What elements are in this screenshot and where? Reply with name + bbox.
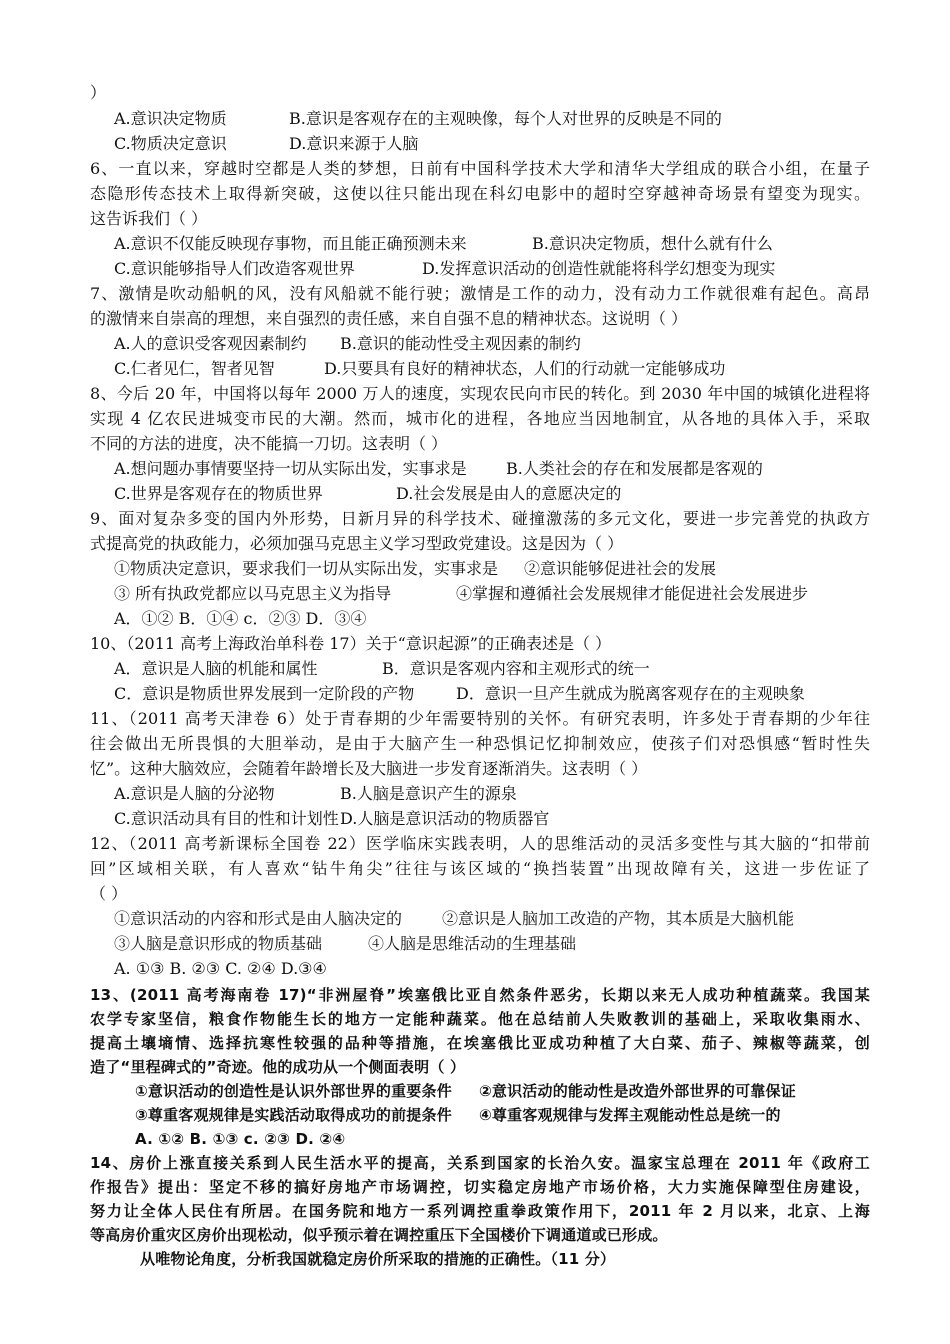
- statement-1: ①物质决定意识，要求我们一切从实际出发，实事求是: [114, 559, 499, 578]
- question-line: 这告诉我们（ ）: [90, 209, 208, 228]
- line: ）: [90, 83, 107, 102]
- option-row: [114, 358, 894, 380]
- statement-3: ③尊重客观规律是实践活动取得成功的前提条件: [135, 1106, 452, 1124]
- option-row: [114, 908, 894, 930]
- statement-2: ②意识是人脑加工改造的产物，其本质是大脑机能: [442, 909, 795, 928]
- option-row: [114, 783, 894, 805]
- question-line: 14、房价上涨直接关系到人民生活水平的提高，关系到国家的长治久安。温家宝总理在 2011 年《政府工: [90, 1154, 870, 1172]
- option-d: D.发挥意识活动的创造性就能将科学幻想变为现实: [422, 259, 776, 278]
- question-line: 态隐形传态技术上取得新突破，这使以往只能出现在科幻电影中的超时空穿越神奇场景有望变为现实。: [90, 184, 870, 203]
- option-c: C．意识是物质世界发展到一定阶段的产物: [114, 684, 415, 703]
- option-d: D.只要具有良好的精神状态，人们的行动就一定能够成功: [324, 359, 726, 378]
- question-line: 忆”。这种大脑效应，会随着年龄增长及大脑进一步发育逐渐消失。这表明（ ）: [90, 759, 648, 778]
- question-line: 9、面对复杂多变的国内外形势，日新月异的科学技术、碰撞激荡的多元文化，要进一步完善党的执政方: [90, 509, 870, 528]
- option-row: [114, 558, 894, 580]
- option-a: A.意识是人脑的分泌物: [114, 784, 275, 803]
- option-c: C.意识活动具有目的性和计划性: [114, 809, 339, 828]
- option-row: [114, 808, 894, 830]
- option-d: D.意识来源于人脑: [289, 134, 419, 153]
- statement-3: ③ 所有执政党都应以马克思主义为指导: [114, 584, 392, 603]
- question-line: 6、一直以来，穿越时空都是人类的梦想，日前有中国科学技术大学和清华大学组成的联合小组，在量子: [90, 159, 870, 178]
- question-line: 作报告》提出：坚定不移的搞好房地产市场调控，切实稳定房地产市场价格，大力实施保障型住房建设，: [90, 1178, 870, 1196]
- option-row: [114, 583, 894, 605]
- statement-4: ④尊重客观规律与发挥主观能动性总是统一的: [479, 1106, 781, 1124]
- option-row: [135, 1104, 915, 1126]
- question-line: 式提高党的执政能力，必须加强马克思主义学习型政党建设。这是因为（ ）: [90, 534, 624, 553]
- question-line: 11、（2011 高考天津卷 6）处于青春期的少年需要特别的关怀。有研究表明，许多处于青春期的少年往: [90, 709, 870, 728]
- option-row: [114, 333, 894, 355]
- option-a: A.意识不仅能反映现存事物，而且能正确预测未来: [114, 234, 467, 253]
- statement-1: ①意识活动的创造性是认识外部世界的重要条件: [135, 1082, 452, 1100]
- option-b: B.意识的能动性受主观因素的制约: [340, 334, 581, 353]
- statement-3: ③人脑是意识形成的物质基础: [114, 934, 323, 953]
- question-line: 造了“里程碑式的”奇迹。他的成功从一个侧面表明（ ）: [90, 1058, 466, 1076]
- question-line: 实现 4 亿农民进城变市民的大潮。然而，城市化的进程，各地应当因地制宜，从各地的具体入手，采取: [90, 409, 870, 428]
- option-row: [114, 108, 894, 130]
- question-line: 的激情来自崇高的理想，来自强烈的责任感，来自自强不息的精神状态。这说明（ ）: [90, 309, 688, 328]
- option-row: [114, 483, 894, 505]
- question-line: 从唯物论角度，分析我国就稳定房价所采取的措施的正确性。（11 分）: [140, 1250, 616, 1268]
- option-c: C.意识能够指导人们改造客观世界: [114, 259, 355, 278]
- option-row: [114, 658, 894, 680]
- option-d: D．意识一旦产生就成为脱离客观存在的主观映象: [456, 684, 805, 703]
- option-c: C.世界是客观存在的物质世界: [114, 484, 323, 503]
- question-line: 12、（2011 高考新课标全国卷 22）医学临床实践表明，人的思维活动的灵活多变性与其大脑的“扣带前: [90, 834, 870, 853]
- statement-4: ④人脑是思维活动的生理基础: [368, 934, 577, 953]
- question-line: 不同的方法的进度，决不能搞一刀切。这表明（ ）: [90, 434, 448, 453]
- answer-choices: A．①② B．①④ c．②③ D．③④: [114, 609, 367, 628]
- option-a: A．意识是人脑的机能和属性: [114, 659, 318, 678]
- option-b: B.意识是客观存在的主观映像，每个人对世界的反映是不同的: [289, 109, 722, 128]
- option-row: [135, 1080, 915, 1102]
- question-line: 提高土壤墒情、选择抗寒性较强的品种等措施，在埃塞俄比亚成功种植了大白菜、茄子、辣椒等蔬菜，创: [90, 1034, 870, 1052]
- question-line: 8、今后 20 年，中国将以每年 2000 万人的速度，实现农民向市民的转化。到 2030 年中国的城镇化进程将: [90, 384, 870, 403]
- option-b: B．意识是客观内容和主观形式的统一: [382, 659, 650, 678]
- option-row: [114, 133, 894, 155]
- statement-4: ④掌握和遵循社会发展规律才能促进社会发展进步: [456, 584, 809, 603]
- option-b: B.人类社会的存在和发展都是客观的: [506, 459, 763, 478]
- question-line: 回”区域相关联，有人喜欢“钻牛角尖”往往与该区域的“换挡装置”出现故障有关，这进一步佐证了: [90, 859, 870, 878]
- option-c: C.物质决定意识: [114, 134, 227, 153]
- question-line: 10、（2011 高考上海政治单科卷 17）关于“意识起源”的正确表述是（ ）: [90, 634, 612, 653]
- option-b: B.意识决定物质，想什么就有什么: [532, 234, 773, 253]
- option-a: A.人的意识受客观因素制约: [114, 334, 307, 353]
- option-d: D.人脑是意识活动的物质器官: [340, 809, 550, 828]
- option-row: [114, 933, 894, 955]
- option-b: B.人脑是意识产生的源泉: [340, 784, 517, 803]
- statement-2: ②意识能够促进社会的发展: [524, 559, 717, 578]
- option-d: D.社会发展是由人的意愿决定的: [396, 484, 622, 503]
- question-line: 等高房价重灾区房价出现松动，似乎预示着在调控重压下全国楼价下调通道或已形成。: [90, 1226, 668, 1244]
- option-row: [114, 233, 894, 255]
- option-a: A.意识决定物质: [114, 109, 227, 128]
- option-row: [114, 683, 894, 705]
- option-row: [114, 458, 894, 480]
- question-line: 13、(2011 高考海南卷 17)“非洲屋脊”埃塞俄比亚自然条件恶劣，长期以来无人成功种植蔬菜。我国某: [90, 986, 870, 1004]
- option-row: [114, 258, 894, 280]
- option-a: A.想问题办事情要坚持一切从实际出发，实事求是: [114, 459, 467, 478]
- statement-1: ①意识活动的内容和形式是由人脑决定的: [114, 909, 403, 928]
- question-line: 往会做出无所畏惧的大胆举动，是由于大脑产生一种恐惧记忆抑制效应，使孩子们对恐惧感“暂时性失: [90, 734, 870, 753]
- answer-choices: A. ①② B. ①③ c. ②③ D. ②④: [135, 1130, 346, 1148]
- question-line: （ ）: [90, 884, 128, 903]
- question-line: 努力让全体人民住有所居。在国务院和地方一系列调控重拳政策作用下，2011 年 2 月以来，北京、上海: [90, 1202, 870, 1220]
- answer-choices: A. ①③ B. ②③ C. ②④ D.③④: [114, 959, 327, 978]
- option-c: C.仁者见仁，智者见智: [114, 359, 275, 378]
- question-line: 7、激情是吹动船帆的风，没有风船就不能行驶；激情是工作的动力，没有动力工作就很难有起色。高昂: [90, 284, 870, 303]
- question-line: 农学专家坚信，粮食作物能生长的地方一定能种蔬菜。他在总结前人失败教训的基础上，采取收集雨水、: [90, 1010, 870, 1028]
- statement-2: ②意识活动的能动性是改造外部世界的可靠保证: [479, 1082, 796, 1100]
